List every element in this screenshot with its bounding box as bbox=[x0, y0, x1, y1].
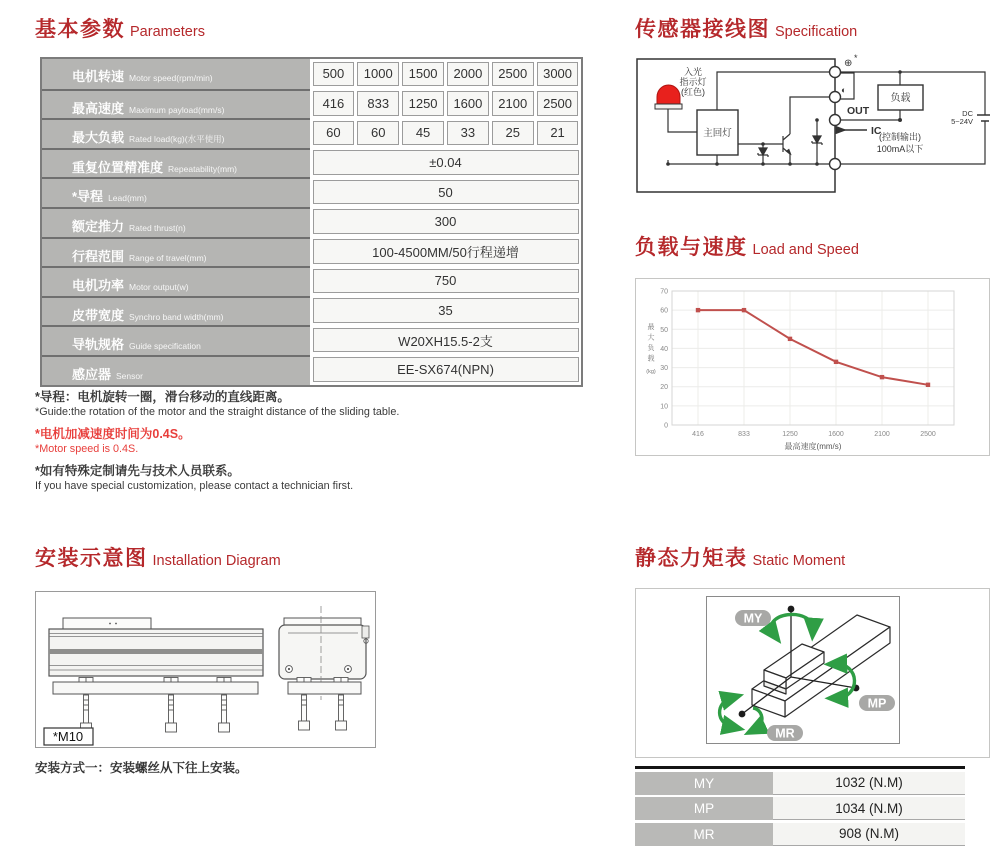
parameter-label-cn: 导轨规格 bbox=[72, 337, 125, 353]
parameter-label-en: Maximum payload(mm/s) bbox=[129, 104, 225, 115]
parameter-value: 1000 bbox=[357, 62, 399, 87]
parameter-value: 25 bbox=[492, 121, 534, 146]
installation-caption: 安装方式一：安装螺丝从下往上安装。 bbox=[35, 761, 248, 775]
parameter-row bbox=[42, 355, 581, 385]
installation-title-en: Installation Diagram bbox=[152, 553, 281, 569]
led-label-2: 指示灯 bbox=[679, 77, 707, 87]
moment-value: 1032 (N.M) bbox=[773, 772, 965, 795]
led-label-3: (红色) bbox=[681, 87, 705, 97]
m10-label: *M10 bbox=[52, 729, 84, 744]
load-speed-chart bbox=[636, 279, 989, 455]
svg-text:(kg): (kg) bbox=[646, 369, 656, 375]
parameter-label-cn: 重复位置精准度 bbox=[72, 159, 164, 175]
parameter-label bbox=[42, 59, 310, 89]
moment-value: 908 (N.M) bbox=[773, 823, 965, 846]
parameter-value: 3000 bbox=[537, 62, 579, 87]
sensor-title-cn: 传感器接线图 bbox=[635, 18, 770, 41]
parameter-label-en: Synchro band width(mm) bbox=[129, 311, 224, 322]
parameter-value: 1250 bbox=[402, 91, 444, 116]
parameter-label-en: Sensor bbox=[116, 370, 143, 381]
parameter-value: 2500 bbox=[492, 62, 534, 87]
parameter-value: 2000 bbox=[447, 62, 489, 87]
load-speed-chart-panel bbox=[635, 278, 990, 456]
parameter-label bbox=[42, 89, 310, 119]
led-label-1: 入光 bbox=[683, 67, 703, 77]
svg-text:40: 40 bbox=[660, 345, 668, 353]
svg-text:60: 60 bbox=[660, 307, 668, 315]
control-output-label: (控制输出) bbox=[879, 132, 921, 142]
svg-text:载: 载 bbox=[647, 355, 655, 363]
terminal-out bbox=[830, 115, 841, 126]
note-guide-cn: *导程：电机旋转一圈，滑台移动的直线距离。 bbox=[35, 390, 290, 404]
parameter-label-en: Motor speed(rpm/min) bbox=[129, 73, 213, 83]
static-moment-panel bbox=[635, 588, 990, 758]
parameter-label-cn: 行程范围 bbox=[72, 248, 125, 264]
parameter-label bbox=[42, 118, 310, 148]
parameter-value: 500 bbox=[313, 62, 355, 87]
parameter-value: 833 bbox=[357, 91, 399, 116]
main-circuit-label: 主回灯 bbox=[703, 128, 732, 139]
svg-text:416: 416 bbox=[692, 431, 704, 438]
parameter-row bbox=[42, 118, 581, 148]
static-moment-diagram bbox=[707, 597, 899, 743]
svg-text:30: 30 bbox=[660, 365, 668, 373]
svg-text:大: 大 bbox=[647, 334, 655, 342]
parameter-value: 416 bbox=[313, 91, 355, 116]
parameter-row bbox=[42, 177, 581, 207]
static-moment-title-en: Static Moment bbox=[752, 553, 846, 569]
installation-title bbox=[35, 542, 281, 572]
parameter-label-en: Guide specification bbox=[129, 341, 201, 352]
moment-row bbox=[635, 797, 965, 820]
plus-star: * bbox=[854, 53, 858, 63]
parameter-value: 60 bbox=[357, 121, 399, 146]
sensor-title bbox=[635, 13, 857, 43]
svg-text:20: 20 bbox=[660, 384, 668, 392]
parameter-label bbox=[42, 296, 310, 326]
parameter-value: 2500 bbox=[537, 91, 579, 116]
parameter-label bbox=[42, 148, 310, 178]
mr-axis-label: MR bbox=[775, 726, 795, 741]
parameter-label-en: Repeatability(mm) bbox=[168, 163, 237, 174]
svg-text:2500: 2500 bbox=[920, 431, 936, 438]
note-customization-cn: *如有特殊定制请先与技术人员联系。 bbox=[35, 464, 240, 479]
sensor-title-en: Specification bbox=[775, 24, 858, 40]
parameter-label-en: Motor output(w) bbox=[129, 282, 189, 293]
out-label: OUT bbox=[847, 105, 870, 117]
moment-row bbox=[635, 823, 965, 846]
svg-text:50: 50 bbox=[660, 326, 668, 334]
note-customization bbox=[35, 464, 595, 493]
parameter-value: 750 bbox=[313, 269, 579, 294]
parameter-row bbox=[42, 296, 581, 326]
parameter-value: 21 bbox=[537, 121, 579, 146]
moment-label: MY bbox=[635, 772, 773, 795]
parameter-value: 50 bbox=[313, 180, 579, 205]
moment-row bbox=[635, 772, 965, 795]
parameter-value: 2100 bbox=[492, 91, 534, 116]
svg-text:833: 833 bbox=[738, 431, 750, 438]
parameter-label-en: Range of travel(mm) bbox=[129, 252, 207, 263]
static-moment-table bbox=[635, 766, 965, 846]
ic-label: IC bbox=[871, 125, 882, 137]
load-speed-title-cn: 负载与速度 bbox=[635, 236, 748, 259]
parameter-value: 1500 bbox=[402, 62, 444, 87]
svg-text:70: 70 bbox=[660, 288, 668, 296]
parameter-row bbox=[42, 207, 581, 237]
parameter-label-en: Lead(mm) bbox=[108, 193, 147, 204]
note-motor-speed bbox=[35, 427, 595, 456]
parameters-table bbox=[40, 57, 583, 387]
terminal-aux bbox=[830, 92, 841, 103]
static-moment-title bbox=[635, 542, 845, 572]
plus-symbol: ⊕ bbox=[844, 58, 853, 69]
static-moment-title-cn: 静态力矩表 bbox=[635, 547, 748, 570]
svg-text:1250: 1250 bbox=[782, 431, 798, 438]
installation-diagram bbox=[36, 592, 375, 747]
load-box-label: 负载 bbox=[890, 93, 911, 104]
parameter-label-cn: 最高速度 bbox=[72, 100, 125, 116]
parameter-value: ±0.04 bbox=[313, 150, 579, 175]
parameter-value: W20XH15.5-2支 bbox=[313, 328, 579, 353]
parameter-value: EE-SX674(NPN) bbox=[313, 357, 579, 382]
parameter-row bbox=[42, 148, 581, 178]
dc-voltage-label: 5~24V bbox=[951, 117, 973, 126]
note-guide bbox=[35, 390, 595, 419]
note-guide-en: *Guide:the rotation of the motor and the straight distance of the sliding table. bbox=[35, 405, 400, 418]
parameter-value: 100-4500MM/50行程递增 bbox=[313, 239, 579, 264]
svg-text:负: 负 bbox=[647, 345, 655, 352]
parameter-value: 300 bbox=[313, 209, 579, 234]
parameter-label bbox=[42, 177, 310, 207]
my-axis-label: MY bbox=[743, 611, 763, 626]
parameter-label bbox=[42, 207, 310, 237]
dc-label: DC bbox=[962, 109, 973, 118]
terminal-plus bbox=[830, 67, 841, 78]
parameters-title-cn: 基本参数 bbox=[35, 18, 125, 41]
moment-label: MR bbox=[635, 823, 773, 846]
parameter-label-cn: 额定推力 bbox=[72, 218, 125, 234]
installation-diagram-panel bbox=[35, 591, 376, 748]
parameter-label-cn: 电机功率 bbox=[72, 278, 125, 294]
svg-text:2100: 2100 bbox=[874, 431, 890, 438]
parameter-notes bbox=[35, 390, 595, 501]
moment-value: 1034 (N.M) bbox=[773, 797, 965, 820]
svg-text:1600: 1600 bbox=[828, 431, 844, 438]
parameter-row bbox=[42, 59, 581, 89]
parameter-value: 60 bbox=[313, 121, 355, 146]
note-motor-speed-cn: *电机加减速度时间为0.4S。 bbox=[35, 427, 191, 442]
parameter-label bbox=[42, 237, 310, 267]
svg-text:最高速度(mm/s): 最高速度(mm/s) bbox=[784, 442, 842, 451]
parameter-value: 1600 bbox=[447, 91, 489, 116]
parameter-row bbox=[42, 89, 581, 119]
parameter-label-cn: 感应器 bbox=[72, 366, 112, 382]
svg-text:最: 最 bbox=[647, 324, 655, 331]
mp-axis-label: MP bbox=[867, 696, 887, 711]
moment-label: MP bbox=[635, 797, 773, 820]
load-speed-title-en: Load and Speed bbox=[752, 242, 859, 258]
parameter-label-en: Rated thrust(n) bbox=[129, 222, 186, 233]
half-terminal-symbol: ◐ bbox=[841, 85, 847, 95]
led-indicator-icon bbox=[657, 85, 680, 104]
parameter-value: 45 bbox=[402, 121, 444, 146]
svg-text:0: 0 bbox=[664, 422, 668, 430]
installation-title-cn: 安装示意图 bbox=[35, 547, 148, 570]
parameter-row bbox=[42, 237, 581, 267]
parameter-label-cn: 皮带宽度 bbox=[72, 307, 125, 323]
parameter-row bbox=[42, 266, 581, 296]
sensor-wiring-diagram bbox=[635, 52, 990, 200]
static-moment-diagram-box bbox=[706, 596, 900, 744]
parameter-label-cn: 电机转速 bbox=[72, 69, 125, 84]
note-motor-speed-en: *Motor speed is 0.4S. bbox=[35, 442, 139, 455]
parameter-label-cn: *导程 bbox=[72, 189, 104, 205]
parameter-value: 33 bbox=[447, 121, 489, 146]
parameters-title bbox=[35, 13, 205, 43]
parameter-row bbox=[42, 325, 581, 355]
parameter-label-cn: 最大负载 bbox=[72, 130, 125, 146]
svg-text:10: 10 bbox=[660, 403, 668, 411]
parameters-title-en: Parameters bbox=[130, 24, 205, 40]
terminal-minus bbox=[830, 159, 841, 170]
load-speed-title bbox=[635, 231, 859, 261]
control-output-limit: 100mA以下 bbox=[876, 144, 924, 154]
parameter-label bbox=[42, 325, 310, 355]
parameter-label bbox=[42, 355, 310, 385]
parameter-label bbox=[42, 266, 310, 296]
note-customization-en: If you have special customization, please contact a technician first. bbox=[35, 479, 354, 492]
parameter-value: 35 bbox=[313, 298, 579, 323]
parameter-label-en: Rated load(kg)(水平使用) bbox=[129, 134, 225, 145]
